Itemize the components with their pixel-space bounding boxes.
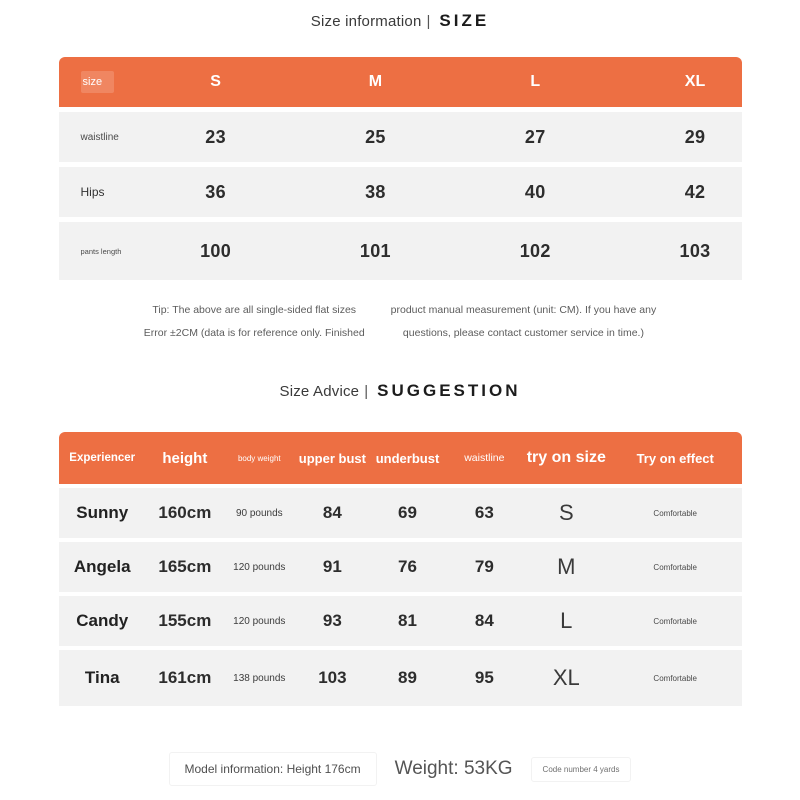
header-cell-body-weight: body weight	[237, 453, 281, 463]
waistline-value: 84	[474, 611, 494, 630]
model-weight: Weight: 53KG	[394, 758, 513, 779]
header-cell-underbust: underbust	[375, 450, 440, 466]
row-label: pants length	[80, 246, 122, 256]
experiencer-name: Angela	[73, 557, 131, 576]
try-on-size-value: L	[560, 608, 573, 633]
upper-bust-value: 91	[322, 557, 342, 576]
value-cell: 100	[200, 240, 232, 261]
size-note	[0, 299, 800, 345]
value-cell: 42	[684, 181, 706, 202]
header-cell-s: S	[210, 73, 221, 90]
value-cell: 102	[519, 240, 551, 261]
weight-value: 90 pounds	[235, 507, 283, 519]
weight-value: 138 pounds	[233, 672, 286, 684]
value-cell: 29	[684, 126, 706, 147]
size-table-row-waistline	[59, 112, 742, 162]
height-value: 155cm	[158, 611, 212, 630]
note-line: product manual measurement (unit: CM). If you have any	[390, 304, 657, 316]
weight-value: 120 pounds	[233, 615, 286, 627]
underbust-value: 76	[398, 557, 417, 576]
header-cell-m: M	[368, 73, 383, 90]
advice-table-header	[59, 432, 742, 484]
underbust-value: 89	[398, 668, 417, 687]
experiencer-name: Sunny	[76, 503, 129, 522]
value-cell: 40	[524, 181, 546, 202]
value-cell: 25	[365, 126, 386, 147]
experiencer-name: Tina	[84, 668, 120, 687]
header-cell-experiencer: Experiencer	[69, 452, 136, 464]
experiencer-name: Candy	[76, 611, 129, 630]
advice-row-angela	[59, 542, 742, 592]
size-section-title	[0, 0, 800, 31]
value-cell: 27	[524, 126, 546, 147]
underbust-value: 69	[398, 503, 417, 522]
try-on-effect-value: Comfortable	[653, 616, 697, 626]
height-value: 165cm	[158, 557, 212, 576]
size-table-header	[59, 57, 742, 107]
note-line: Error ±2CM (data is for reference only. Finished	[143, 327, 365, 339]
size-table	[59, 57, 742, 280]
try-on-size-value: S	[558, 500, 574, 525]
size-table-row-hips	[59, 167, 742, 217]
upper-bust-value: 103	[318, 668, 347, 687]
note-line: questions, please contact customer service in time.)	[402, 327, 644, 339]
advice-row-tina	[59, 650, 742, 706]
advice-row-sunny	[59, 488, 742, 538]
size-label: size	[81, 71, 115, 93]
value-cell: 36	[205, 181, 226, 202]
size-title-en: SIZE	[439, 11, 490, 30]
header-cell-try-on-effect: Try on effect	[636, 450, 714, 466]
title-divider: |	[426, 13, 431, 30]
size-table-row-pants-length	[59, 222, 742, 280]
advice-table	[59, 432, 742, 706]
header-cell-upper-bust: upper bust	[298, 450, 366, 466]
title-divider: |	[364, 383, 369, 400]
footer-info	[0, 752, 800, 786]
try-on-effect-value: Comfortable	[653, 508, 697, 518]
value-cell: 23	[205, 126, 226, 147]
height-value: 161cm	[158, 668, 212, 687]
weight-value: 120 pounds	[233, 561, 286, 573]
header-cell-height: height	[162, 449, 208, 467]
try-on-size-value: XL	[552, 665, 580, 690]
model-info: Model information: Height 176cm	[169, 752, 377, 786]
advice-title-text: Size Advice	[279, 383, 360, 400]
note-line: Tip: The above are all single-sided flat sizes	[152, 304, 357, 316]
header-cell-try-on-size: try on size	[526, 449, 606, 466]
waistline-value: 95	[474, 668, 494, 687]
code-number: Code number 4 yards	[531, 757, 632, 782]
size-note-right	[391, 299, 657, 345]
size-note-left	[144, 299, 365, 345]
row-label: waistline	[80, 131, 119, 143]
header-cell-l: L	[530, 73, 541, 90]
try-on-size-value: M	[557, 554, 576, 579]
advice-row-candy	[59, 596, 742, 646]
upper-bust-value: 84	[322, 503, 342, 522]
value-cell: 101	[359, 240, 391, 261]
header-cell-size	[59, 71, 136, 93]
header-cell-xl: XL	[684, 73, 706, 90]
upper-bust-value: 93	[322, 611, 342, 630]
waistline-value: 63	[474, 503, 494, 522]
underbust-value: 81	[398, 611, 417, 630]
value-cell: 38	[365, 181, 386, 202]
advice-section-title	[0, 381, 800, 401]
waistline-value: 79	[474, 557, 494, 576]
size-title-text: Size information	[310, 13, 422, 30]
header-cell-waistline: waistline	[464, 452, 505, 464]
advice-title-en: SUGGESTION	[377, 381, 521, 400]
height-value: 160cm	[158, 503, 212, 522]
value-cell: 103	[679, 240, 711, 261]
try-on-effect-value: Comfortable	[653, 673, 697, 683]
row-label: Hips	[80, 185, 105, 199]
try-on-effect-value: Comfortable	[653, 562, 697, 572]
